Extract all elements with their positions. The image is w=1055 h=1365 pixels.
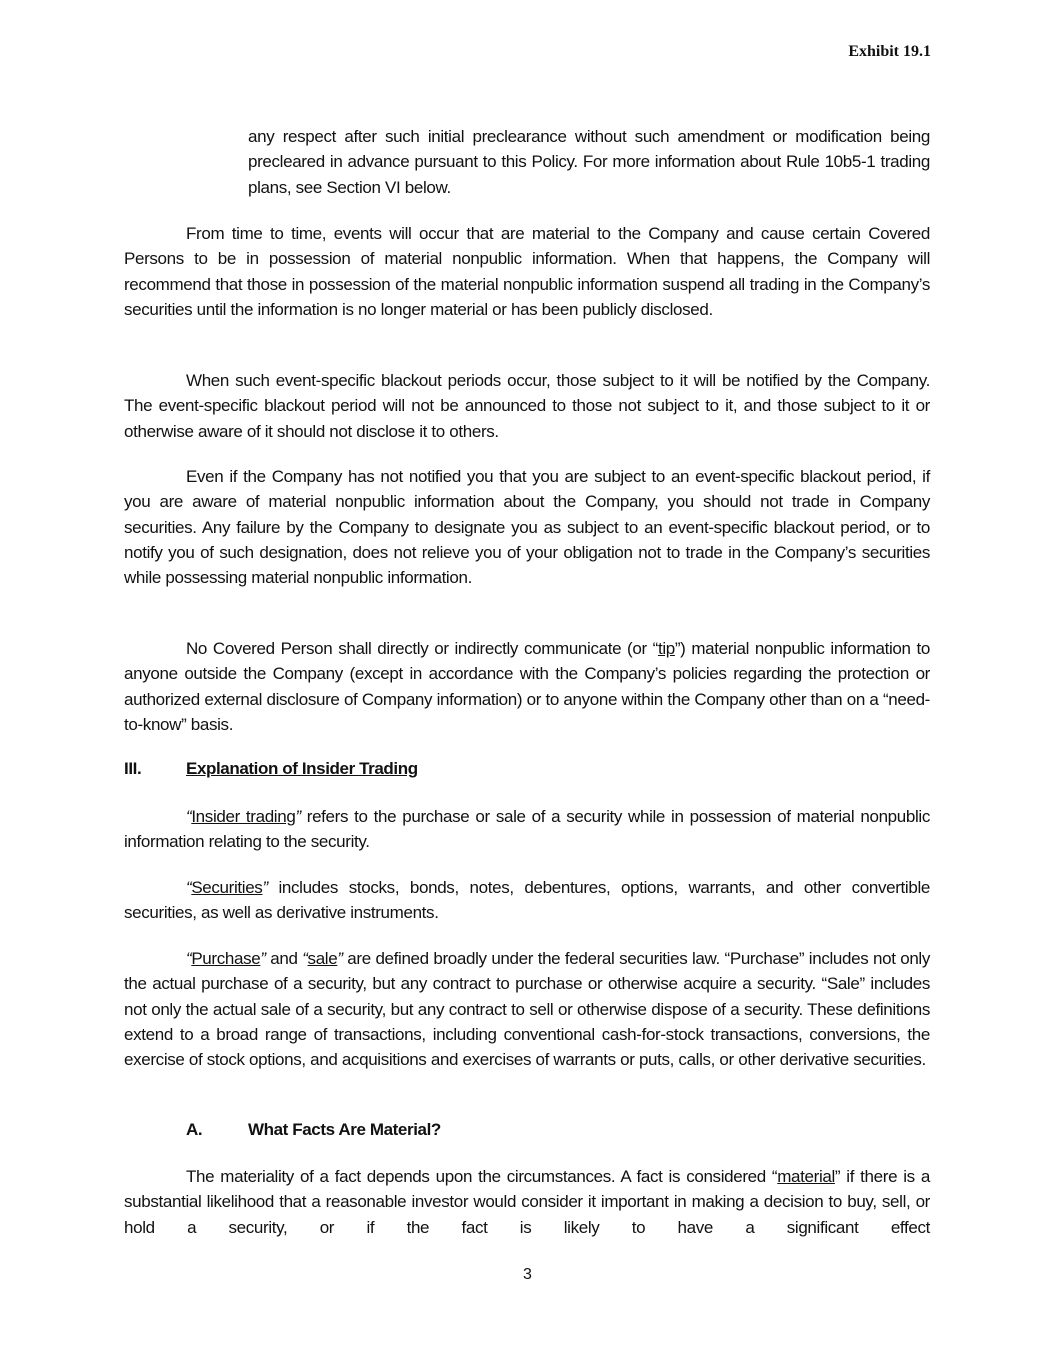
subsection-heading (186, 1120, 441, 1140)
subsection-number: A. (186, 1120, 203, 1139)
term-tip: tip (657, 639, 675, 658)
term-insider-trading: Insider trading (191, 807, 296, 826)
definition-securities: “Securities” includes stocks, bonds, notes, debentures, options, warrants, and other convertible securities, as well as derivative instruments. (124, 878, 930, 923)
exhibit-label: Exhibit 19.1 (848, 43, 931, 60)
term-purchase: Purchase (191, 949, 261, 968)
continuation-paragraph: any respect after such initial preclearance without such amendment or modification being precleared in advance pursuant to this Policy. For more information about Rule 10b5-1 trading plans, see Section VI below. (248, 127, 930, 197)
definition-purchase-sale: “Purchase” and “sale” are defined broadly under the federal securities law. “Purchase” includes not only the actual purchase of a security, but any contract to purchase or otherwise acquire a security. “Sale” includes not only the actual sale of a security, but any contract to sell or otherwise dispose of a security. These definitions extend to a broad range of transactions, including conventional cash-for-stock transactions, conversions, the exercise of stock options, and acquisitions and exercises of warrants or puts, calls, or other derivative securities. (124, 949, 930, 1070)
paragraph-materiality: The materiality of a fact depends upon the circumstances. A fact is considered “material” if there is a substantial likelihood that a reasonable investor would consider it important in making a decision to buy, sell, or hold a security, or if the fact is likely to have a significant effect (124, 1167, 930, 1237)
paragraph-awareness (124, 464, 930, 590)
page-number: 3 (523, 1266, 532, 1283)
section-heading (124, 759, 418, 779)
term-sale: sale (307, 949, 338, 968)
paragraph-text: From time to time, events will occur that are material to the Company and cause certain Covered Persons to be in possession of material nonpublic information. When that happens, the Company will recommend that those in possession of the material nonpublic information suspend all trading in the Company’s securities until the information is no longer material or has been publicly disclosed. (124, 224, 930, 319)
term-securities: Securities (191, 878, 263, 897)
term-material: material (777, 1167, 835, 1186)
paragraph-event-blackout (124, 221, 930, 322)
section-title: Explanation of Insider Trading (186, 759, 418, 778)
paragraph-text: Even if the Company has not notified you that you are subject to an event-specific blackout period, if you are aware of material nonpublic information about the Company, you should not trade in Company securities. Any failure by the Company to designate you as subject to an event-specific blackout period, or to notify you of such designation, does not relieve you of your obligation not to trade in the Company’s securities while possessing material nonpublic information. (124, 467, 930, 588)
paragraph-text: When such event-specific blackout periods occur, those subject to it will be notified by the Company. The event-specific blackout period will not be announced to those not subject to it, and those subject to it or otherwise aware of it should not disclose it to others. (124, 371, 930, 441)
paragraph-notification (124, 368, 930, 444)
paragraph-tipping: No Covered Person shall directly or indirectly communicate (or “tip”) material nonpublic information to anyone outside the Company (except in accordance with the Company’s policies regarding the protection or authorized external disclosure of Company information) or to anyone within the Company other than on a “need-to-know” basis. (124, 639, 930, 734)
definition-insider-trading: “Insider trading” refers to the purchase or sale of a security while in possession of material nonpublic information relating to the security. (124, 807, 930, 852)
section-number: III. (124, 759, 142, 778)
subsection-title: What Facts Are Material? (248, 1120, 441, 1139)
